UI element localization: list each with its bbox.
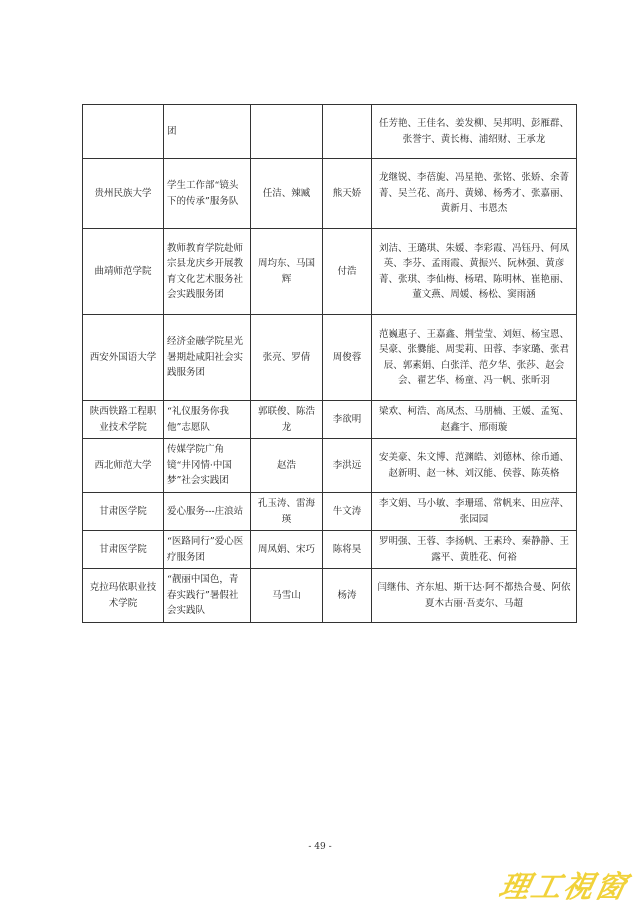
contact-cell: 李欲明 xyxy=(323,401,372,439)
table-row xyxy=(83,531,577,569)
members-cell: 范巍惠子、王嘉鑫、荆莹莹、刘姮、杨宝恩、吴豪、张爨能、周雯莉、田蓉、李家璐、张君辰、郭素娟、白张洋、范夕华、张莎、赵会会、翟艺华、杨童、冯一帆、张昕羽 xyxy=(372,315,577,401)
school-cell: 贵州民族大学 xyxy=(83,159,164,229)
contact-cell: 李洪远 xyxy=(323,439,372,493)
contact-cell: 周俊蓉 xyxy=(323,315,372,401)
members-cell: 李文娟、马小敏、李珊瑶、常帆来、田应萍、张园园 xyxy=(372,493,577,531)
table-row xyxy=(83,315,577,401)
table-row xyxy=(83,569,577,623)
leaders-cell xyxy=(251,105,323,159)
table-row xyxy=(83,401,577,439)
team-cell: “医路同行”爱心医疗服务团 xyxy=(164,531,251,569)
school-cell: 西安外国语大学 xyxy=(83,315,164,401)
contact-cell: 牛文涛 xyxy=(323,493,372,531)
leaders-cell: 孔玉涛、雷海瑛 xyxy=(251,493,323,531)
table-row xyxy=(83,105,577,159)
table-row xyxy=(83,159,577,229)
leaders-cell: 郭联俊、陈浩龙 xyxy=(251,401,323,439)
school-cell: 陕西铁路工程职业技术学院 xyxy=(83,401,164,439)
watermark-logo: 理工視窗 xyxy=(495,870,631,905)
school-cell: 西北师范大学 xyxy=(83,439,164,493)
leaders-cell: 张亮、罗倩 xyxy=(251,315,323,401)
leaders-cell: 周均东、马国辉 xyxy=(251,229,323,315)
leaders-cell: 任洁、辣臧 xyxy=(251,159,323,229)
leaders-cell: 马雪山 xyxy=(251,569,323,623)
members-cell: 梁欢、柯浩、高凤杰、马朋楠、王媛、孟冤、赵鑫宇、邢雨璇 xyxy=(372,401,577,439)
members-cell: 安美豪、朱文博、范渊皓、刘德林、徐币通、赵新明、赵一林、刘汉能、侯蓉、陈英格 xyxy=(372,439,577,493)
team-cell: 团 xyxy=(164,105,251,159)
contact-cell: 熊天娇 xyxy=(323,159,372,229)
school-cell: 甘肃医学院 xyxy=(83,531,164,569)
school-cell: 甘肃医学院 xyxy=(83,493,164,531)
members-cell: 闫继伟、齐东旭、斯干达·阿不都热合曼、阿依夏木古丽·吾麦尔、马超 xyxy=(372,569,577,623)
contact-cell: 陈将昊 xyxy=(323,531,372,569)
team-cell: 教师教育学院赴师宗县龙庆乡开展教育文化艺术服务社会实践服务团 xyxy=(164,229,251,315)
contact-cell xyxy=(323,105,372,159)
table-row xyxy=(83,493,577,531)
members-cell: 龙继锐、李蓓旎、冯星艳、张铭、张娇、余菁菁、吴兰花、高丹、黄娣、杨秀才、张嘉丽、黄新月、韦恩杰 xyxy=(372,159,577,229)
team-cell: “礼仪服务你我他”志愿队 xyxy=(164,401,251,439)
team-cell: 传媒学院广角镜“井冈情·中国梦”社会实践团 xyxy=(164,439,251,493)
team-cell: 经济金融学院星光暑期赴咸阳社会实践服务团 xyxy=(164,315,251,401)
table-row xyxy=(83,439,577,493)
members-cell: 任芳艳、王佳名、姜发柳、吴邦明、彭雁群、张誉宇、黄长梅、浦绍财、王承龙 xyxy=(372,105,577,159)
school-cell: 曲靖师范学院 xyxy=(83,229,164,315)
leaders-cell: 周凤娟、宋巧 xyxy=(251,531,323,569)
contact-cell: 杨涛 xyxy=(323,569,372,623)
leaders-cell: 赵浩 xyxy=(251,439,323,493)
team-cell: 学生工作部“镜头下的传承”服务队 xyxy=(164,159,251,229)
school-cell: 克拉玛依职业技术学院 xyxy=(83,569,164,623)
members-cell: 刘洁、王璐琪、朱媛、李彩霞、冯钰丹、何凤英、李芬、孟雨霞、黄振兴、阮林强、黄彦菁、张琪、李仙梅、杨珺、陈明林、崔艳丽、董文燕、周媛、杨松、窦雨涵 xyxy=(372,229,577,315)
school-cell xyxy=(83,105,164,159)
contact-cell: 付浩 xyxy=(323,229,372,315)
page-number: - 49 - xyxy=(308,842,332,852)
team-cell: “靓丽中国色，青春实践行”暑假社会实践队 xyxy=(164,569,251,623)
team-cell: 爱心服务---庄浪站 xyxy=(164,493,251,531)
table-row xyxy=(83,229,577,315)
members-cell: 罗明强、王蓉、李扬帆、王素玲、秦静静、王露平、黄胜花、何裕 xyxy=(372,531,577,569)
practice-team-table xyxy=(82,104,577,623)
